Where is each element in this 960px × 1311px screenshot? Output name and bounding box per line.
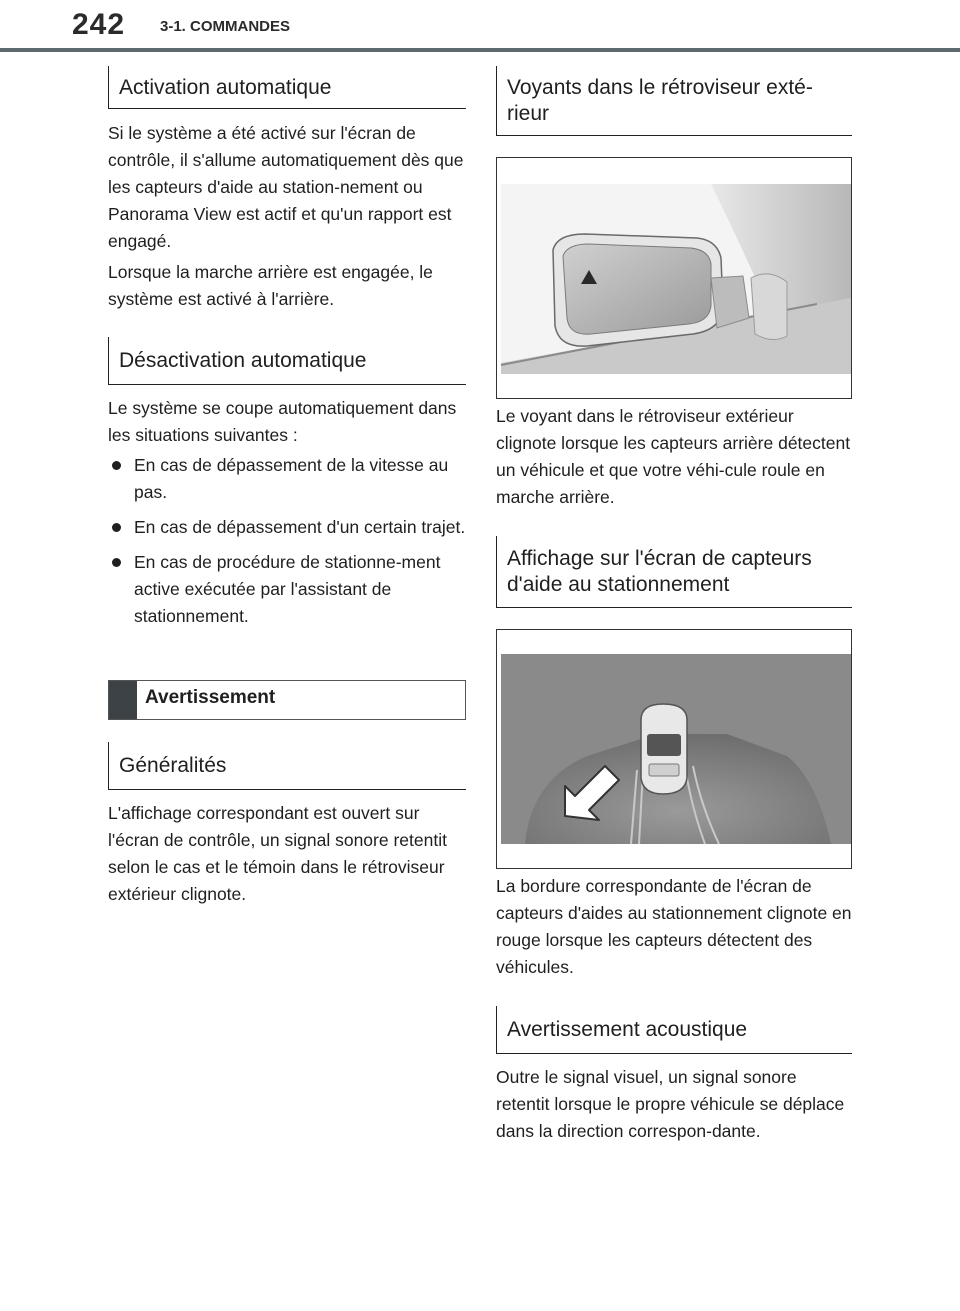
section-heading-text: Désactivation automatique <box>119 349 367 372</box>
list-item <box>108 514 466 541</box>
parking-display-illustration <box>497 630 851 868</box>
warning-bar <box>109 681 137 719</box>
mirror-paragraph: Le voyant dans le rétroviseur extérieur clignote lorsque les capteurs arrière détectent un véhicule et que votre véhi-cule roule en marche arrière. <box>496 406 851 507</box>
section-heading-text: Voyants dans le rétroviseur exté-rieur <box>507 76 813 125</box>
deactivation-bullet-list <box>108 452 466 638</box>
section-heading-text: Affichage sur l'écran de capteurs d'aide au stationnement <box>507 547 812 596</box>
mirror-illustration <box>497 158 851 398</box>
section-heading-display <box>496 536 852 608</box>
bullet-icon <box>112 558 121 567</box>
acoustic-paragraph: Outre le signal visuel, un signal sonore retentit lorsque le propre véhicule se déplace dans la direction correspon-dante. <box>496 1067 845 1141</box>
chapter-title: 3-1. COMMANDES <box>160 18 291 35</box>
bullet-icon <box>112 461 121 470</box>
activation-paragraph-1: Si le système a été activé sur l'écran de contrôle, il s'allume automatiquement dès que les capteurs d'aide au station-nement ou Panorama View est actif et qu'un rapport est engagé. <box>108 123 464 251</box>
deactivation-paragraph: Le système se coupe automatiquement dans les situations suivantes : <box>108 398 457 445</box>
list-item <box>108 452 466 506</box>
section-heading-general <box>108 742 466 790</box>
general-paragraph: L'affichage correspondant est ouvert sur l'écran de contrôle, un signal sonore retentit selon le cas et le témoin dans le rétroviseur extérieur clignote. <box>108 803 447 904</box>
page-number: 242 <box>72 8 126 41</box>
display-paragraph: La bordure correspondante de l'écran de capteurs d'aides au stationnement clignote en rouge lorsque les capteurs détectent des véhicules. <box>496 876 852 977</box>
section-heading-acoustic <box>496 1006 852 1054</box>
section-heading-mirror <box>496 66 852 136</box>
list-item-text: En cas de dépassement d'un certain trajet. <box>134 517 466 537</box>
page-header <box>0 0 960 52</box>
activation-paragraph-2: Lorsque la marche arrière est engagée, le système est activé à l'arrière. <box>108 262 433 309</box>
section-heading-activation <box>108 66 466 109</box>
section-heading-text: Généralités <box>119 754 227 777</box>
bullet-icon <box>112 523 121 532</box>
list-item <box>108 549 466 630</box>
header-rule <box>0 48 960 52</box>
section-heading-text: Avertissement acoustique <box>507 1018 748 1041</box>
list-item-text: En cas de dépassement de la vitesse au pas. <box>134 455 449 502</box>
warning-box <box>108 680 466 720</box>
parking-display-figure <box>496 629 852 869</box>
section-heading-deactivation <box>108 337 466 385</box>
section-heading-text: Activation automatique <box>119 76 332 99</box>
list-item-text: En cas de procédure de stationne-ment active exécutée par l'assistant de stationnement. <box>134 552 441 626</box>
mirror-figure <box>496 157 852 399</box>
warning-label: Avertissement <box>145 687 276 708</box>
